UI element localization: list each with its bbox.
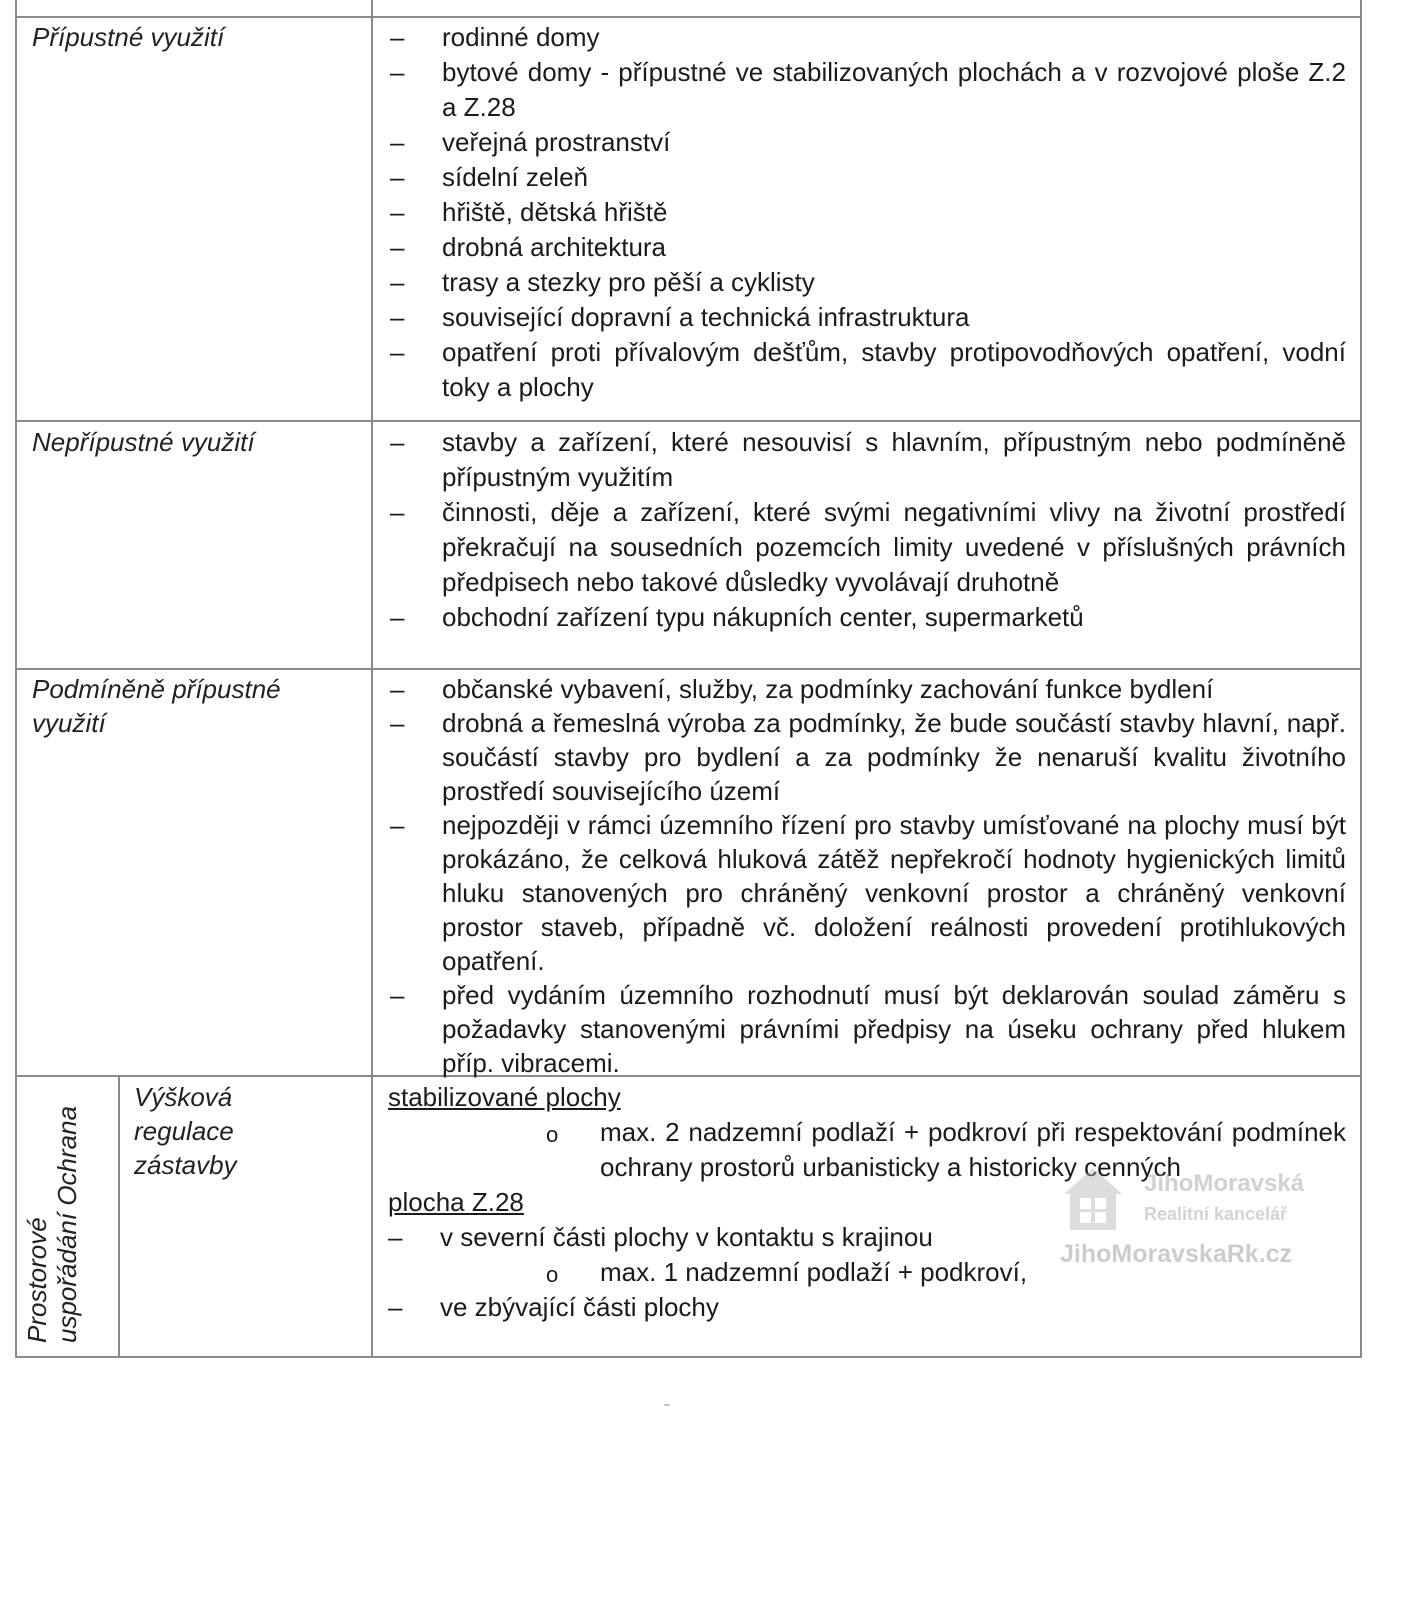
- list-item: – trasy a stezky pro pěší a cyklisty: [390, 265, 1346, 300]
- list-item: – veřejná prostranství: [390, 125, 1346, 160]
- dash-marker: –: [390, 197, 405, 227]
- dash-marker: –: [390, 602, 405, 632]
- dash-marker: –: [388, 1222, 403, 1252]
- dash-marker: –: [390, 708, 405, 738]
- table-row-separator: [15, 668, 1362, 670]
- group-label-text: Prostorové uspořádání Ochrana: [22, 1105, 82, 1343]
- section-heading-z28: plocha Z.28: [388, 1187, 524, 1217]
- table-border-left: [15, 0, 17, 1358]
- group-label-prostorove: [22, 1085, 118, 1355]
- section-heading-stabilizovane: stabilizované plochy: [388, 1082, 621, 1112]
- list-item: – hřiště, dětská hřiště: [390, 195, 1346, 230]
- list-item: – činnosti, děje a zařízení, které svými negativními vlivy na životní prostředí překračují na sousedních pozemcích limity uvedené v příslušných právních předpisech nebo takové důsledky vyvolávají druhotně: [390, 497, 1346, 597]
- table-border-divider: [371, 0, 373, 1358]
- row-label-vyskova-regulace: Výšková regulace zástavby: [134, 1082, 237, 1180]
- sub-item: o max. 1 nadzemní podlaží + podkroví,: [388, 1255, 1346, 1290]
- dash-marker: –: [390, 337, 405, 367]
- list-item: – ve zbývající části plochy: [388, 1290, 1346, 1325]
- list-item: – rodinné domy: [390, 20, 1346, 55]
- row-label-nepripustne: Nepřípustné využití: [32, 427, 255, 457]
- list-item: – související dopravní a technická infrastruktura: [390, 300, 1346, 335]
- table-border-right: [1360, 0, 1362, 1358]
- dash-marker: –: [388, 1292, 403, 1322]
- watermark-url: JihoMoravskaRk.cz: [1060, 1240, 1293, 1268]
- list-item: – opatření proti přívalovým dešťům, stavby protipovodňových opatření, vodní toky a plochy: [390, 337, 1346, 402]
- table-row-separator: [15, 16, 1362, 18]
- list-item: – sídelní zeleň: [390, 160, 1346, 195]
- circle-bullet-icon: o: [546, 1122, 559, 1147]
- dash-marker: –: [390, 497, 405, 527]
- list-item: – stavby a zařízení, které nesouvisí s hlavním, přípustným nebo podmíněně přípustným využitím: [390, 427, 1346, 492]
- list-pripustne: [390, 20, 1346, 405]
- dash-marker: –: [390, 57, 405, 87]
- list-item: – nejpozději v rámci územního řízení pro stavby umísťované na plochy musí být prokázáno, že celková hluková zátěž nepřekročí hodnoty hygienických limitů hluku stanovených pro chráněný venkovní prostor a chráněný venkovní prostor staveb, případně vč. doložení reálnosti provedení protihlukových opatření.: [390, 810, 1346, 976]
- table-row-separator: [15, 420, 1362, 422]
- dash-marker: –: [390, 427, 405, 457]
- row-label-podminene: Podmíněně přípustné využití: [32, 674, 281, 738]
- list-podminene: [390, 672, 1346, 1080]
- list-item: – bytové domy - přípustné ve stabilizovaných plochách a v rozvojové ploše Z.2 a Z.28: [390, 57, 1346, 122]
- list-item: – v severní části plochy v kontaktu s krajinou: [388, 1220, 1346, 1255]
- dash-marker: –: [390, 22, 405, 52]
- list-nepripustne: [390, 425, 1346, 635]
- list-item: – před vydáním územního rozhodnutí musí být deklarován soulad záměru s požadavky stanovenými právními předpisy na úseku ochrany před hlukem příp. vibracemi.: [390, 980, 1346, 1078]
- dash-marker: –: [390, 810, 405, 840]
- house-icon: [1060, 1164, 1126, 1234]
- dash-marker: –: [390, 232, 405, 262]
- list-item: – drobná architektura: [390, 230, 1346, 265]
- table-border-inner: [118, 1076, 120, 1358]
- scan-mark: [664, 1404, 670, 1406]
- dash-marker: –: [390, 162, 405, 192]
- list-item: – drobná a řemeslná výroba za podmínky, že bude součástí stavby hlavní, např. součástí stavby pro bydlení a za podmínky že nenaruší kvalitu životního prostředí souvisejícího území: [390, 708, 1346, 806]
- dash-marker: –: [390, 127, 405, 157]
- dash-marker: –: [390, 674, 405, 704]
- dash-marker: –: [390, 267, 405, 297]
- row-label-pripustne: Přípustné využití: [32, 22, 225, 52]
- list-item: – občanské vybavení, služby, za podmínky zachování funkce bydlení: [390, 674, 1214, 704]
- watermark-title: JihoMoravská: [1144, 1170, 1305, 1197]
- circle-bullet-icon: o: [546, 1262, 559, 1287]
- table-border-bottom: [15, 1356, 1362, 1358]
- dash-marker: –: [390, 302, 405, 332]
- watermark-logo: [1058, 1160, 1348, 1280]
- watermark-subtitle: Realitní kancelář: [1144, 1204, 1288, 1224]
- sub-item: o max. 2 nadzemní podlaží + podkroví při respektování podmínek ochrany prostorů urbanisticky a historicky cenných: [546, 1117, 1346, 1182]
- list-item: – obchodní zařízení typu nákupních center, supermarketů: [390, 600, 1346, 635]
- dash-marker: –: [390, 980, 405, 1010]
